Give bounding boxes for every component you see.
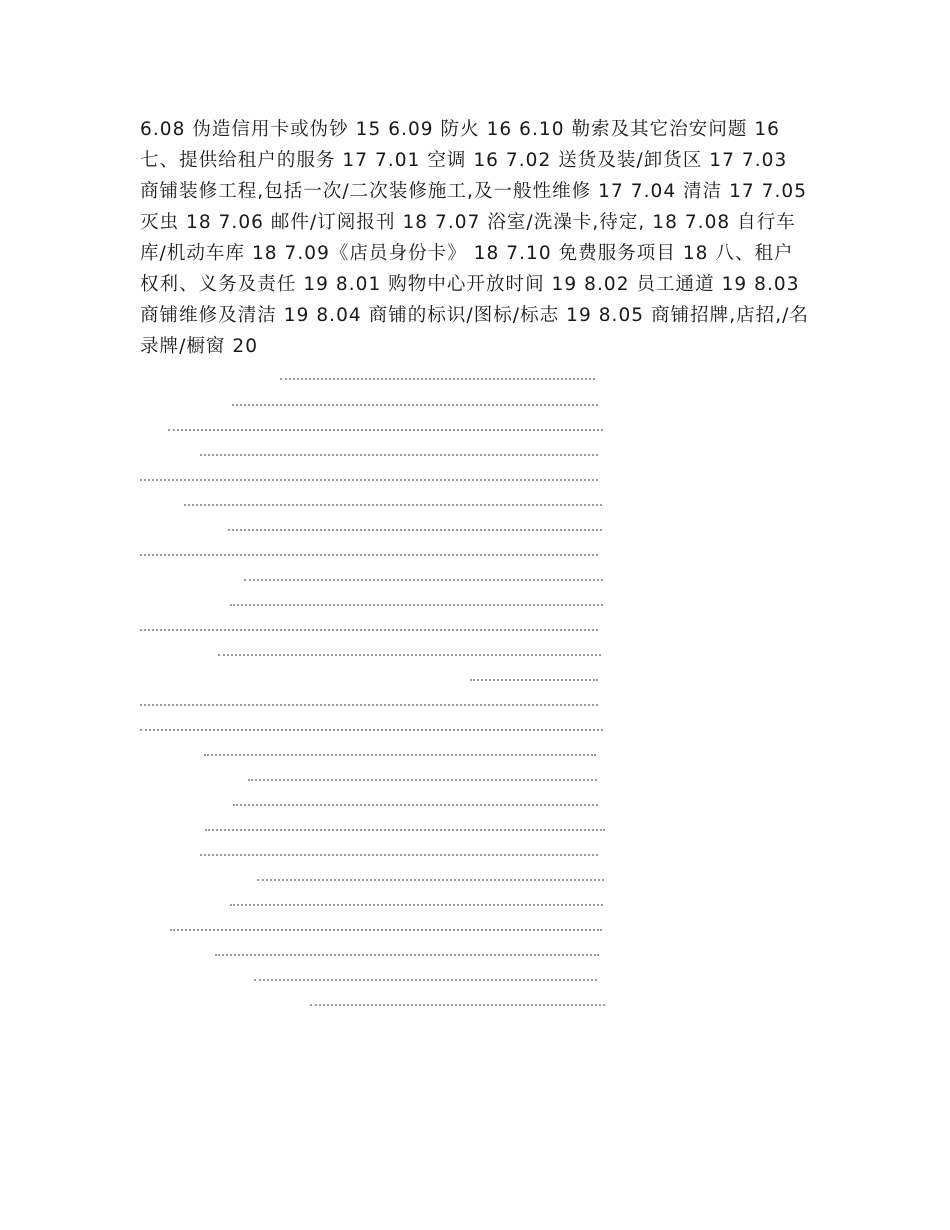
dot-leader-line [204,754,596,756]
dot-leader-line [215,954,599,956]
dot-leader-line [170,929,602,931]
dot-leader-line [257,879,604,881]
dot-leader-line [140,704,598,706]
dot-leader-line [230,604,603,606]
dot-leader-line [230,904,603,906]
dot-leader-line [218,654,601,656]
dot-leader-line [200,854,598,856]
dot-leader-line [168,429,603,431]
dot-leader-line [140,554,598,556]
dot-leader-line [140,729,603,731]
dot-leader-line [200,454,598,456]
dot-leader-line [228,529,602,531]
dot-leader-line [254,979,597,981]
dot-leader-line [280,378,595,380]
dot-leader-line [470,679,598,681]
dot-leader-line [244,579,603,581]
dot-leader-line [205,829,605,831]
dot-leader-line [310,1004,605,1006]
dot-leader-line [184,504,602,506]
dot-leader-line [140,479,598,481]
dot-leader-line [248,779,597,781]
table-of-contents-text: 6.08 伪造信用卡或伪钞 15 6.09 防火 16 6.10 勒索及其它治安问题 16 七、提供给租户的服务 17 7.01 空调 16 7.02 送货及装/卸货区 17 7.03 商铺装修工程,包括一次/二次装修施工,及一般性维修 17 7.04 清洁 17 7.05 灭虫 18 7.06 邮件/订阅报刊 18 7.07 浴室/洗澡卡,待定, 18 7.08 自行车库/机动车库 18 7.09《店员身份卡》 18 7.10 免费服务项目 18 八、租户权利、义务及责任 19 8.01 购物中心开放时间 19 8.02 员工通道 19 8.03 商铺维修及清洁 19 8.04 商铺的标识/图标/标志 19 8.05 商铺招牌,店招,/名录牌/橱窗 20 [140,119,810,357]
dot-leader-line [140,629,598,631]
dot-leader-line [233,804,598,806]
dot-leader-line [232,404,598,406]
